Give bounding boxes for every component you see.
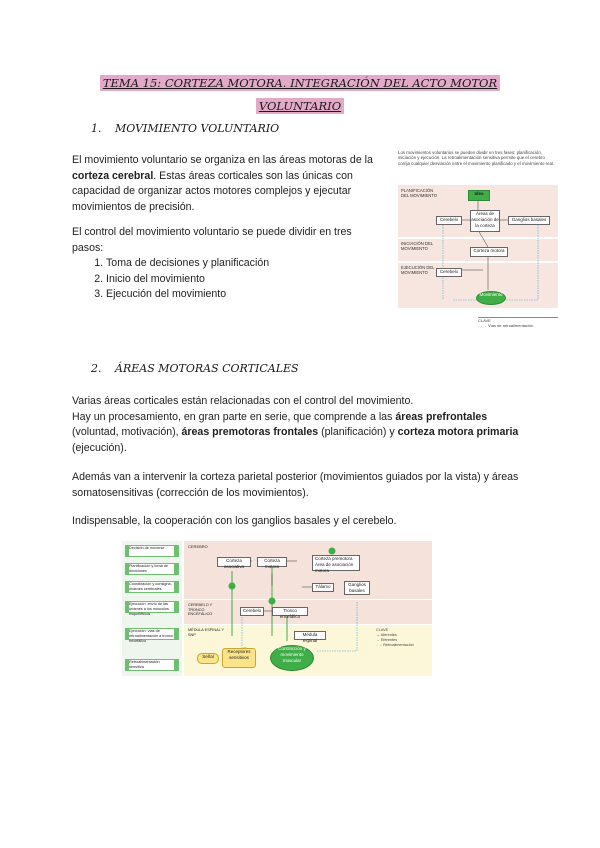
page-title	[90, 72, 510, 118]
step-label: Ejecución: envío de las órdenes a los músculos esqueléticos	[129, 602, 174, 612]
section-1-heading	[91, 122, 279, 135]
movimiento-node: Movimiento	[476, 291, 506, 305]
section-2-paragraph-3: Indispensable, la cooperación con los ganglios basales y el cerebelo.	[72, 515, 397, 527]
steps-list	[72, 256, 384, 303]
ganglios-node: Ganglios basales	[344, 581, 370, 595]
title-line-1: TEMA 15: CORTEZA MOTORA. INTEGRACIÓN DEL ACTO MOTOR	[100, 75, 500, 91]
section-2-heading	[91, 362, 299, 375]
cerebelo-node: Cerebelo	[436, 216, 462, 225]
legend-item: Vías de retroalimentación	[488, 323, 534, 328]
step-label: Retroalimentación sensitiva	[129, 660, 174, 670]
bold-run: corteza motora primaria	[397, 426, 519, 438]
section-2-paragraph-2: Además van a intervenir la corteza parietal posterior (movimientos guiados por la vista) y áreas somatosensitivas (corrección de los movimientos).	[72, 471, 519, 499]
steps-intro: El control del movimiento voluntario se puede dividir en tres pasos:	[72, 226, 352, 254]
legend-item: Retroalimentación	[383, 643, 414, 647]
figure-1-caption: Los movimientos voluntarios se pueden dividir en tres fases: planificación, iniciación y ejecución. La retroalimentación sensitiva permite que el cerebro corrija cualquier desviación entre el movimiento planificado y el movimiento real.	[398, 150, 555, 166]
step-label: Planificación y toma de decisiones	[129, 564, 174, 574]
step-label: Coordinación y consigna, órdenes cerebrales	[129, 582, 174, 592]
cerebelo-node: Cerebelo	[240, 607, 264, 616]
section-1-paragraph-1	[72, 153, 384, 215]
title-line-2: VOLUNTARIO	[256, 98, 344, 114]
legend-item: Aferentes	[380, 633, 397, 637]
corteza-premotora-node: Corteza premotora · Área de asociación motora	[312, 555, 360, 571]
text-run: (planificación) y	[318, 426, 398, 438]
text-run: (voluntad, motivación),	[72, 426, 182, 438]
section-1-paragraph-2	[72, 225, 384, 303]
band-label: CEREBRO	[188, 544, 208, 549]
step-label: Decisión de moverse	[129, 546, 174, 556]
ganglios-node: Ganglios basales	[508, 216, 550, 225]
figure-1-arrows	[398, 150, 558, 330]
section-1-number: 1.	[91, 122, 102, 135]
list-item: 3. Ejecución del movimiento	[106, 287, 384, 303]
band-label: PLANIFICACIÓN DEL MOVIMIENTO	[401, 188, 438, 198]
section-2-number: 2.	[91, 362, 102, 375]
cerebelo-node-2: Cerebelo	[436, 268, 462, 277]
talamo-node: Tálamo	[312, 583, 334, 592]
band-label: MÉDULA ESPINAL Y SNP	[188, 628, 225, 637]
tronco-node: Tronco encefálico	[272, 607, 308, 616]
figure-1-legend: CLAVE - - → Vías de retroalimentación	[478, 317, 558, 330]
legend-title: CLAVE	[376, 628, 389, 632]
section-2-paragraph-1	[72, 394, 532, 456]
text-run: (ejecución).	[72, 441, 127, 454]
contraccion-node: Contracción y movimiento muscular	[270, 645, 314, 671]
section-2-title: ÁREAS MOTORAS CORTICALES	[115, 362, 299, 375]
list-item: 1. Toma de decisiones y planificación	[106, 256, 384, 272]
text-run: Hay un procesamiento, en gran parte en serie, que comprende a las	[72, 410, 396, 423]
bold-run: corteza cerebral	[72, 169, 154, 182]
idea-node: Idea	[468, 190, 490, 201]
bold-run: áreas premotoras frontales	[181, 426, 319, 438]
asociacion-node: Áreas de asociación de la corteza	[470, 210, 500, 232]
bold-run: áreas prefrontales	[395, 410, 488, 423]
cortical-motor-areas-figure	[122, 541, 432, 676]
movement-phases-figure	[398, 150, 558, 330]
figure-2-legend: CLAVE → Aferentes → Eferentes - → Retroalimentación	[376, 628, 430, 674]
section-1-title: MOVIMIENTO VOLUNTARIO	[115, 122, 280, 135]
text-run: . Estas áreas corticales son las únicas con capacidad de organizar actos motores complejos y ejecutar movimientos de precisión.	[72, 169, 353, 213]
text-run: El movimiento voluntario se organiza en las áreas motoras de la	[72, 154, 373, 166]
step-label: Ejecución: vías de retroalimentación a tronco encefálico	[129, 629, 173, 643]
corteza-motora-node: Corteza motora	[470, 247, 508, 257]
corteza-motora-node: Corteza motora	[257, 557, 287, 567]
senal-node: Señal	[197, 653, 219, 664]
legend-title: CLAVE	[478, 318, 491, 323]
receptores-node: Receptores sensitivos	[222, 648, 256, 668]
band-label: INICIACIÓN DEL MOVIMIENTO	[401, 241, 433, 251]
corteza-asociativa-node: Corteza asociativa	[217, 557, 251, 567]
legend-item: Eferentes	[380, 638, 398, 642]
band-label: CEREBELO Y TRONCO ENCEFÁLICO	[188, 603, 213, 617]
band-label: EJECUCIÓN DEL MOVIMIENTO	[401, 265, 435, 275]
medula-node: Médula espinal	[294, 631, 326, 640]
list-item: 2. Inicio del movimiento	[106, 272, 384, 288]
text-line: Varias áreas corticales están relacionadas con el control del movimiento.	[72, 395, 414, 407]
